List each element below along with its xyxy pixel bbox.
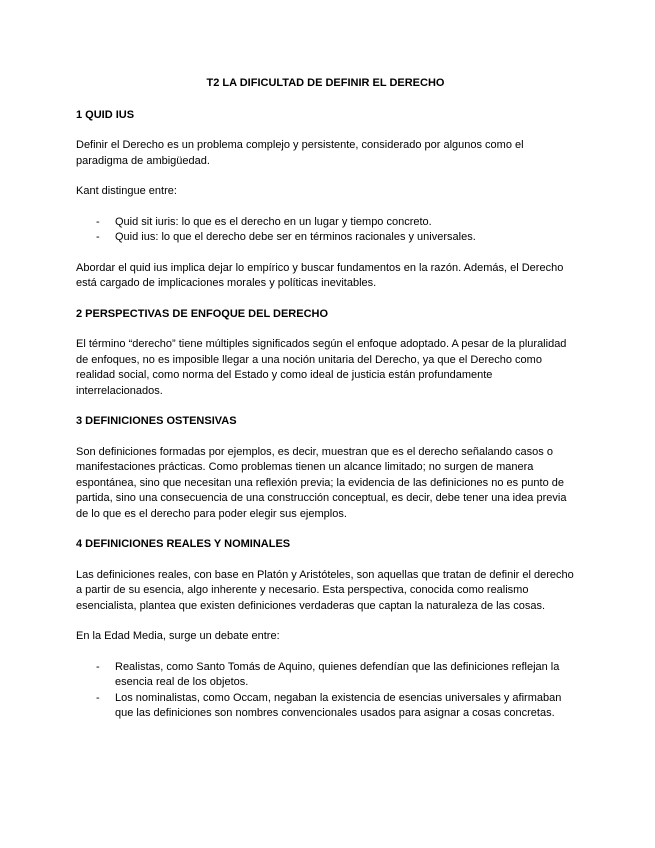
list-item (76, 691, 575, 722)
list-item-text: Quid sit iuris: lo que es el derecho en un lugar y tiempo concreto. (115, 215, 432, 228)
list-item (76, 660, 575, 691)
paragraph: En la Edad Media, surge un debate entre: (76, 630, 280, 642)
list-item-text: Realistas, como Santo Tomás de Aquino, quienes defendían que las definiciones reflejan la esencia real de los objetos. (115, 660, 560, 688)
dash-bullet: - (96, 215, 100, 228)
dash-list (76, 215, 575, 246)
section-heading-reales-nominales: 4 DEFINICIONES REALES Y NOMINALES (76, 538, 291, 550)
section-heading-quid-ius: 1 QUID IUS (76, 108, 135, 121)
section-heading-ostensivas: 3 DEFINICIONES OSTENSIVAS (76, 415, 237, 427)
list-item (76, 215, 575, 231)
list-item-text: Quid ius: lo que el derecho debe ser en términos racionales y universales. (115, 231, 476, 243)
dash-bullet: - (96, 691, 100, 704)
paragraph: Las definiciones reales, con base en Platón y Aristóteles, son aquellas que tratan de definir el derecho a partir de su esencia, algo inherente y necesario. Esta perspectiva, conocida como realismo esencialista, plantea que existen definiciones verdaderas que captan la naturaleza de las cosas. (76, 568, 574, 612)
list-item (76, 230, 575, 246)
paragraph: Kant distingue entre: (76, 185, 177, 197)
dash-bullet: - (96, 231, 100, 243)
dash-bullet: - (96, 660, 100, 673)
paragraph: El término “derecho” tiene múltiples significados según el enfoque adoptado. A pesar de la pluralidad de enfoques, no es imposible llegar a una noción unitaria del Derecho, ya que el Derecho como realidad social, como norma del Estado y como ideal de justicia están profundamente interrelacionados. (76, 338, 567, 397)
document-title: T2 LA DIFICULTAD DE DEFINIR EL DERECHO (206, 77, 445, 89)
paragraph: Abordar el quid ius implica dejar lo empírico y buscar fundamentos en la razón. Además, el Derecho está cargado de implicaciones morales y políticas inevitables. (76, 261, 564, 289)
list-item-text: Los nominalistas, como Occam, negaban la existencia de esencias universales y afirmaban que las definiciones son nombres convencionales usados para asignar a cosas concretas. (115, 691, 562, 719)
section-heading-perspectivas: 2 PERSPECTIVAS DE ENFOQUE DEL DERECHO (76, 307, 329, 320)
dash-list (76, 660, 575, 722)
paragraph: Son definiciones formadas por ejemplos, es decir, muestran que es el derecho señalando casos o manifestaciones prácticas. Como problemas tienen un alcance limitado; no surgen de manera espontánea, sino que necesitan una reflexión previa; la evidencia de las definiciones no es punto de partida, sino una consecuencia de una construcción conceptual, es decir, debe tener una idea previa de lo que es el derecho para poder elegir sus ejemplos. (76, 445, 567, 520)
paragraph: Definir el Derecho es un problema complejo y persistente, considerado por algunos como el paradigma de ambigüedad. (76, 139, 524, 167)
